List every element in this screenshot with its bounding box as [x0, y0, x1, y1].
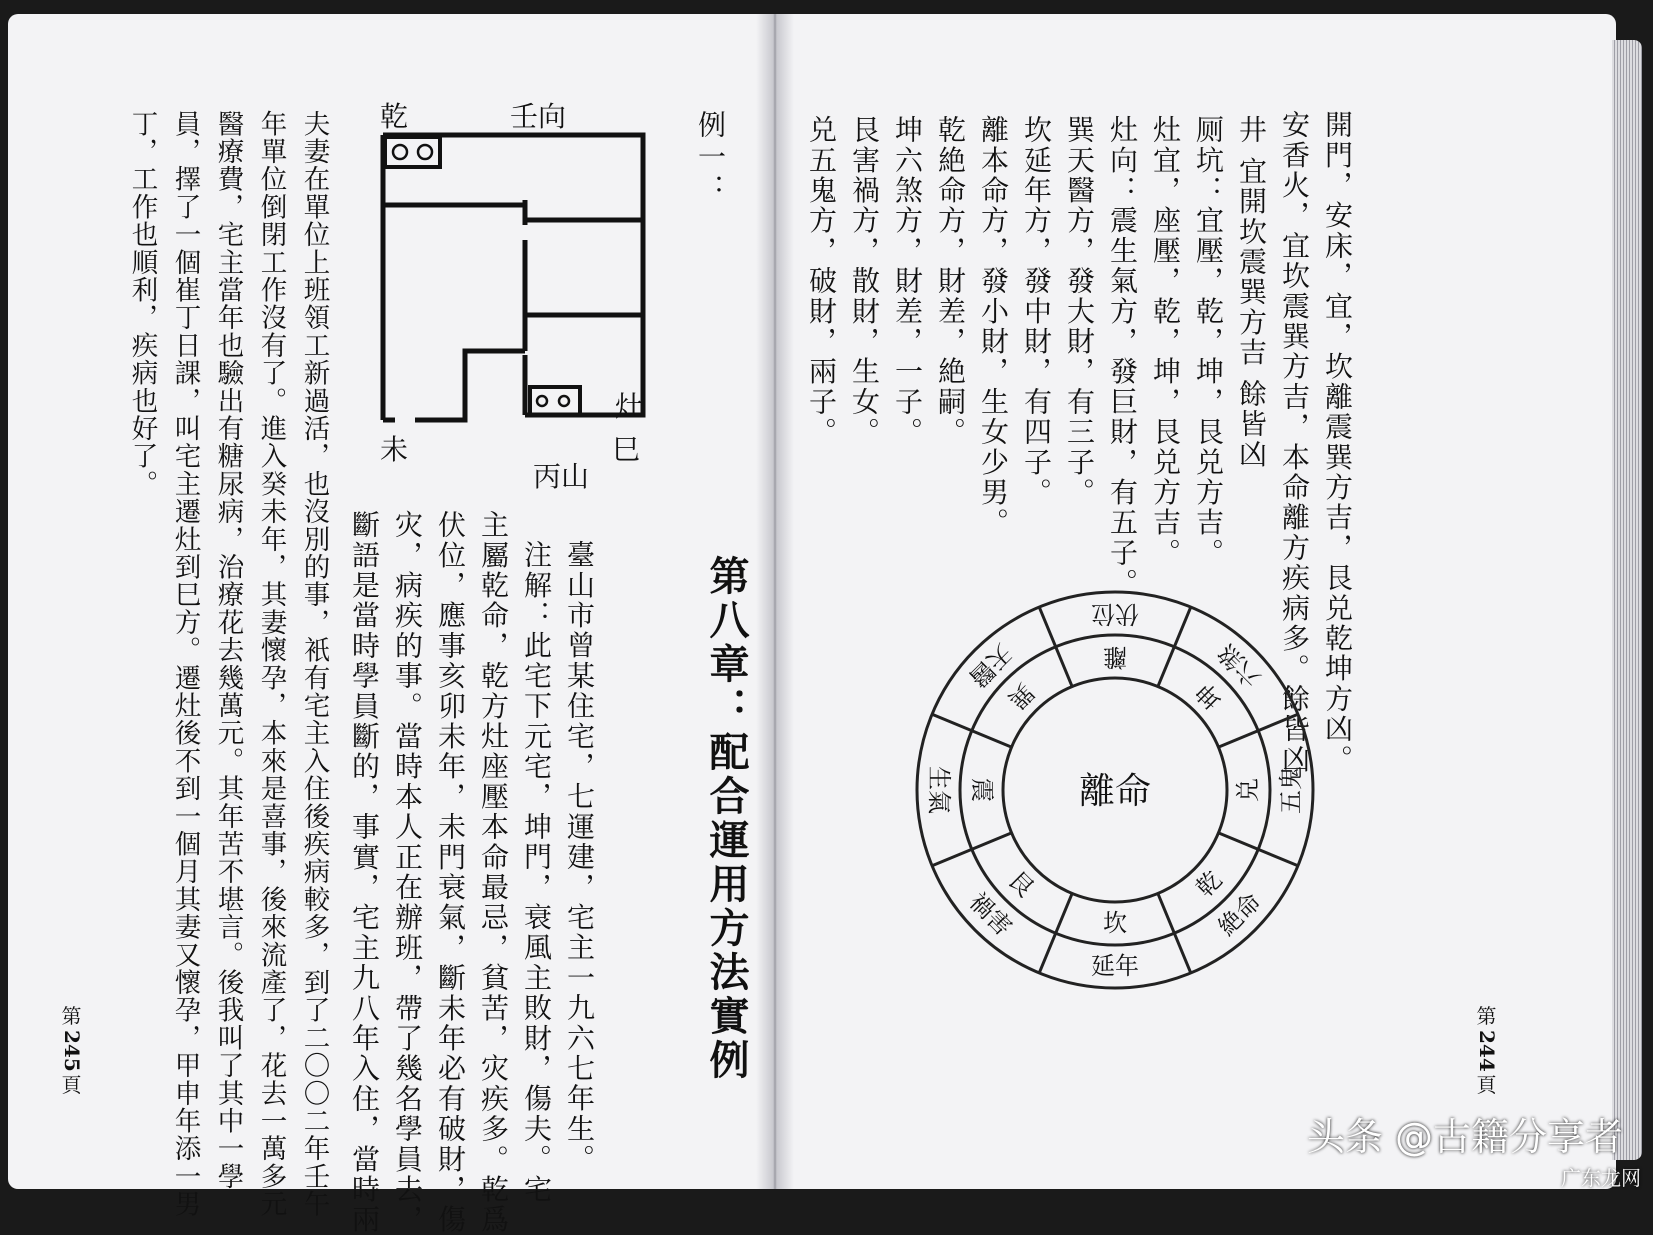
book-spine — [756, 14, 794, 1189]
right-text-column: 離本命方，發小財，生女少男。 — [977, 115, 1010, 538]
compass-outer-label-6: 生氣 — [925, 766, 953, 814]
page-number-value: 245 — [60, 1030, 84, 1072]
page-number-suffix: 頁 — [1476, 1072, 1497, 1097]
right-text-column: 兑五鬼方，破財，兩子。 — [805, 115, 838, 448]
compass-outer-label-3: 絶命 — [1212, 887, 1267, 942]
compass-divider — [1039, 607, 1072, 686]
left-text-column: 主屬乾命，乾方灶座壓本命最忌，貧苦，灾疾多。乾爲 — [477, 510, 510, 1235]
page-edge-stack — [1612, 40, 1642, 1160]
label-si: 巳 — [612, 433, 641, 466]
compass-outer-label-7: 天醫 — [963, 638, 1018, 693]
label-zao: 灶 — [615, 390, 644, 423]
example-label: 例一： — [694, 110, 727, 206]
left-text-column: 伏位，應事亥卯未年，未門衰氣，斷未年必有破財，傷 — [434, 510, 467, 1235]
right-text-column: 巽天醫方，發大財，有三子。 — [1063, 115, 1096, 508]
left-text-column: 員，擇了一個崔丁日課，叫宅主遷灶到巳方。遷灶後不到一個月其妻又懷孕，甲申年添一男 — [169, 110, 201, 1218]
right-page-number — [1475, 1005, 1498, 1097]
watermark-text: 头条 @古籍分享者 — [1306, 1115, 1623, 1159]
left-text-column: 醫療費，宅主當年也驗出有糖尿病，治療花去幾萬元。其年苦不堪言。後我叫了其中一學 — [212, 110, 244, 1191]
compass-divider — [1218, 833, 1297, 866]
chapter-title: 第八章：配合運用方法實例 — [703, 555, 750, 1083]
right-text-column: 坎延年方，發中財，有四子。 — [1020, 115, 1053, 508]
label-bing-shan: 丙山 — [533, 460, 590, 493]
compass-divider — [932, 714, 1011, 747]
watermark-site: 广东龙网 — [1561, 1166, 1641, 1190]
compass-outer-label-2: 五鬼 — [1277, 766, 1305, 814]
compass-center-label: 離命 — [1078, 771, 1152, 812]
floor-plan-diagram — [375, 125, 675, 425]
right-text-column: 艮害禍方，散財，生女。 — [848, 115, 881, 448]
compass-inner-label-4: 坎 — [1103, 909, 1127, 937]
right-text-column: 灶宜，座壓，乾，坤，艮兑方吉。 — [1149, 115, 1182, 568]
compass-inner-label-5: 艮 — [1002, 865, 1040, 903]
compass-inner-label-0: 離 — [1103, 643, 1127, 671]
compass-inner-label-6: 震 — [968, 778, 996, 802]
compass-divider — [1158, 893, 1191, 972]
label-qian: 乾 — [380, 100, 409, 133]
left-text-column: 灾，病疾的事。當時本人正在辦班，帶了幾名學員去， — [391, 510, 424, 1235]
compass-outer-label-4: 延年 — [1091, 952, 1139, 980]
compass-inner-label-3: 乾 — [1190, 865, 1228, 903]
left-text-column: 丁，工作也順利，疾病也好了。 — [126, 110, 158, 498]
right-text-column: 乾絶命方，財差，絶嗣。 — [934, 115, 967, 448]
page-number-value: 244 — [1475, 1030, 1499, 1072]
right-text-column: 厕坑：宜壓，乾，坤，艮兑方吉。 — [1192, 115, 1225, 568]
compass-divider — [1039, 893, 1072, 972]
left-page-number — [60, 1005, 83, 1097]
compass-divider — [1218, 714, 1297, 747]
compass-divider — [1158, 607, 1191, 686]
page-number-suffix: 頁 — [61, 1072, 82, 1097]
label-ren-xiang: 壬向 — [510, 100, 567, 133]
left-text-column: 臺山市曾某住宅，七運建，宅主一九六七年生。 — [563, 540, 596, 1175]
right-text-column: 井 宜開坎震巽方吉 餘皆凶 — [1235, 115, 1268, 470]
compass-inner-label-1: 坤 — [1190, 677, 1228, 715]
right-text-column: 開門，安床，宜，坎離震巽方吉，艮兑乾坤方凶。 — [1321, 110, 1354, 775]
compass-outer-label-5: 禍害 — [963, 887, 1018, 942]
compass-inner-label-2: 兑 — [1234, 778, 1262, 802]
compass-outer-label-0: 伏位 — [1091, 600, 1139, 628]
compass-divider — [932, 833, 1011, 866]
right-text-column: 安香火，宜坎震巽方吉，本命離方疾病多。餘皆凶 — [1278, 110, 1311, 775]
left-text-column: 斷語是當時學員斷的，事實，宅主九八年入住，當時兩 — [348, 510, 381, 1235]
compass-outer-label-1: 六煞 — [1212, 638, 1267, 693]
page-number-prefix: 第 — [61, 1004, 82, 1028]
compass-inner-label-7: 巽 — [1002, 677, 1040, 715]
bagua-compass-diagram — [910, 585, 1320, 995]
right-text-column: 坤六煞方，財差，一子。 — [891, 115, 924, 448]
left-text-column: 注解：此宅下元宅，坤門，衰風主敗財，傷夫。宅 — [520, 540, 553, 1205]
page-number-prefix: 第 — [1476, 1004, 1497, 1028]
label-wei: 未 — [380, 433, 409, 466]
left-text-column: 夫妻在單位上班領工新過活，也沒別的事，衹有宅主入住後疾病較多，到了二〇〇二年壬午 — [298, 110, 330, 1218]
left-text-column: 年單位倒閉工作沒有了。進入癸未年，其妻懷孕，本來是喜事，後來流產了，花去一萬多元 — [255, 110, 287, 1218]
right-text-column: 灶向：震生氣方，發巨財，有五子。 — [1106, 115, 1139, 599]
